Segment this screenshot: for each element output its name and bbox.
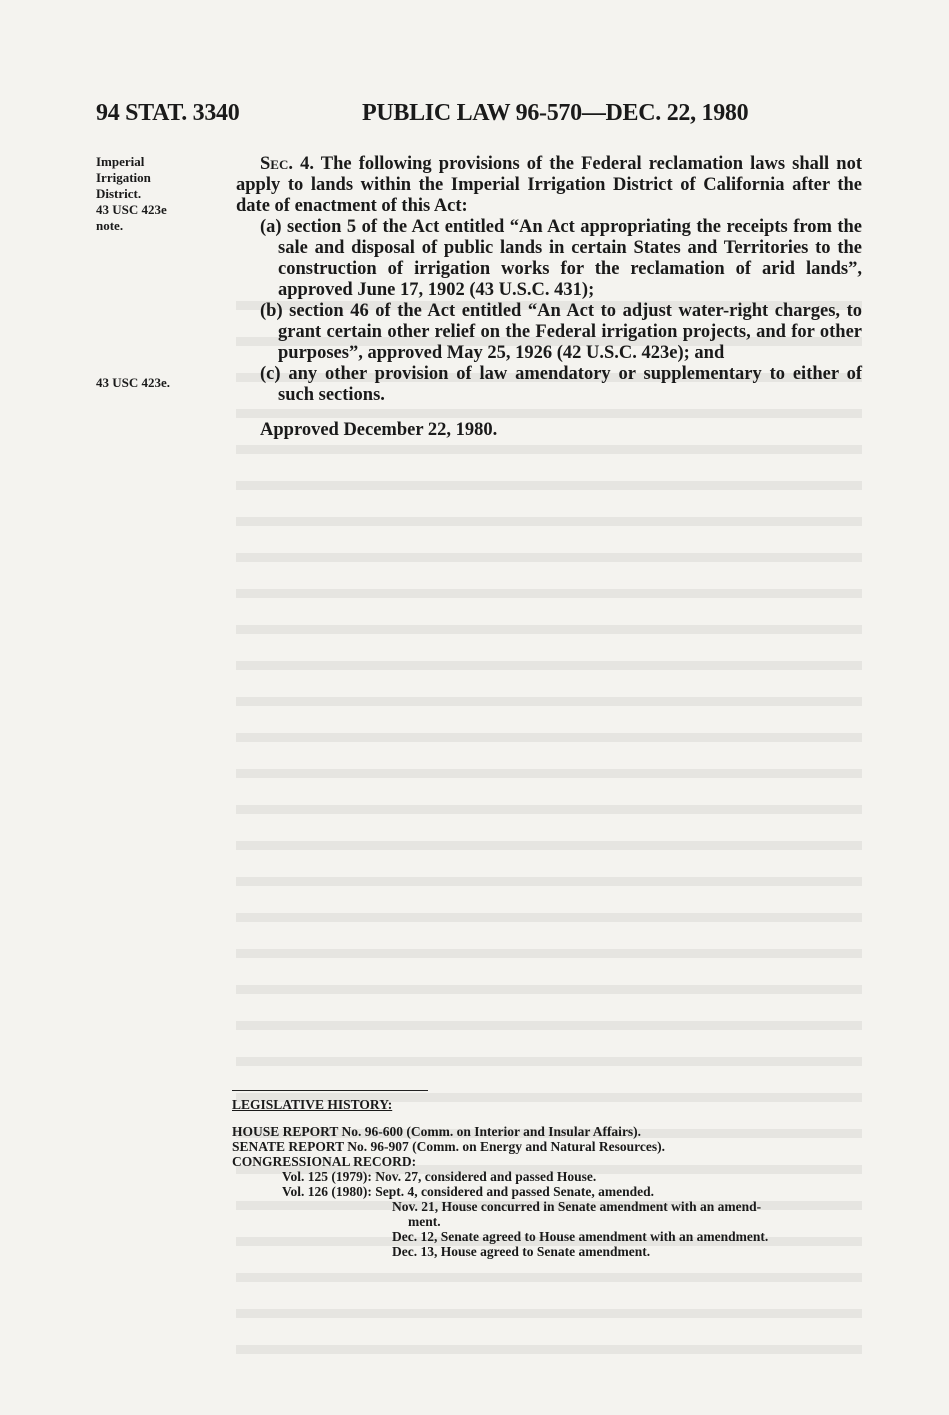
margin-note-line: note. [96, 218, 124, 233]
record-nov-21-cont: ment. [408, 1214, 441, 1229]
record-dec-12: Dec. 12, Senate agreed to House amendment with an amendment. [392, 1229, 769, 1244]
divider [232, 1090, 428, 1091]
provision-a: (a) section 5 of the Act entitled “An Act appropriating the receipts from the sale and disposal of public lands in certain States and Territories to the construction of irrigation works for the reclamation of arid lands”, approved June 17, 1902 (43 U.S.C. 431); [260, 217, 862, 300]
margin-note-line: District. [96, 186, 142, 201]
law-title: PUBLIC LAW 96-570—DEC. 22, 1980 [362, 100, 749, 126]
page-header [96, 100, 896, 140]
margin-note-imperial-irrigation [96, 154, 167, 234]
record-nov-21: Nov. 21, House concurred in Senate amendment with an amend- [392, 1199, 762, 1214]
margin-note-line: Irrigation [96, 170, 151, 185]
margin-note-line: 43 USC 423e [96, 202, 167, 217]
margin-note-line: Imperial [96, 154, 145, 169]
record-vol-125: Vol. 125 (1979): Nov. 27, considered and passed House. [282, 1169, 597, 1184]
legislative-history [232, 1090, 884, 1259]
margin-note-line: 43 USC 423e. [96, 375, 171, 390]
record-vol-126: Vol. 126 (1980): Sept. 4, considered and passed Senate, amended. [282, 1184, 655, 1199]
record-dec-13: Dec. 13, House agreed to Senate amendment. [392, 1244, 651, 1259]
section-body [236, 154, 862, 441]
provision-b: (b) section 46 of the Act entitled “An Act to adjust water-right charges, to grant certain other relief on the Federal irrigation projects, and for other purposes”, approved May 25, 1926 (42 U.S.C. 423e); and [260, 301, 862, 363]
house-report: HOUSE REPORT No. 96-600 (Comm. on Interior and Insular Affairs). [232, 1124, 642, 1139]
section-intro-text: 4. The following provisions of the Federal reclamation laws shall not apply to lands within the Imperial Irrigation District of California after the date of enactment of this Act: [236, 154, 862, 216]
section-intro [236, 154, 862, 217]
legislative-history-heading: LEGISLATIVE HISTORY: [232, 1097, 393, 1112]
margin-note-usc [96, 375, 170, 391]
congressional-record-label: CONGRESSIONAL RECORD: [232, 1154, 417, 1169]
provision-c: (c) any other provision of law amendatory or supplementary to either of such sections. [260, 364, 862, 405]
approval-date: Approved December 22, 1980. [260, 420, 498, 440]
senate-report: SENATE REPORT No. 96-907 (Comm. on Energy and Natural Resources). [232, 1139, 666, 1154]
section-label: Sec. [260, 154, 293, 174]
stat-citation: 94 STAT. 3340 [96, 100, 240, 126]
